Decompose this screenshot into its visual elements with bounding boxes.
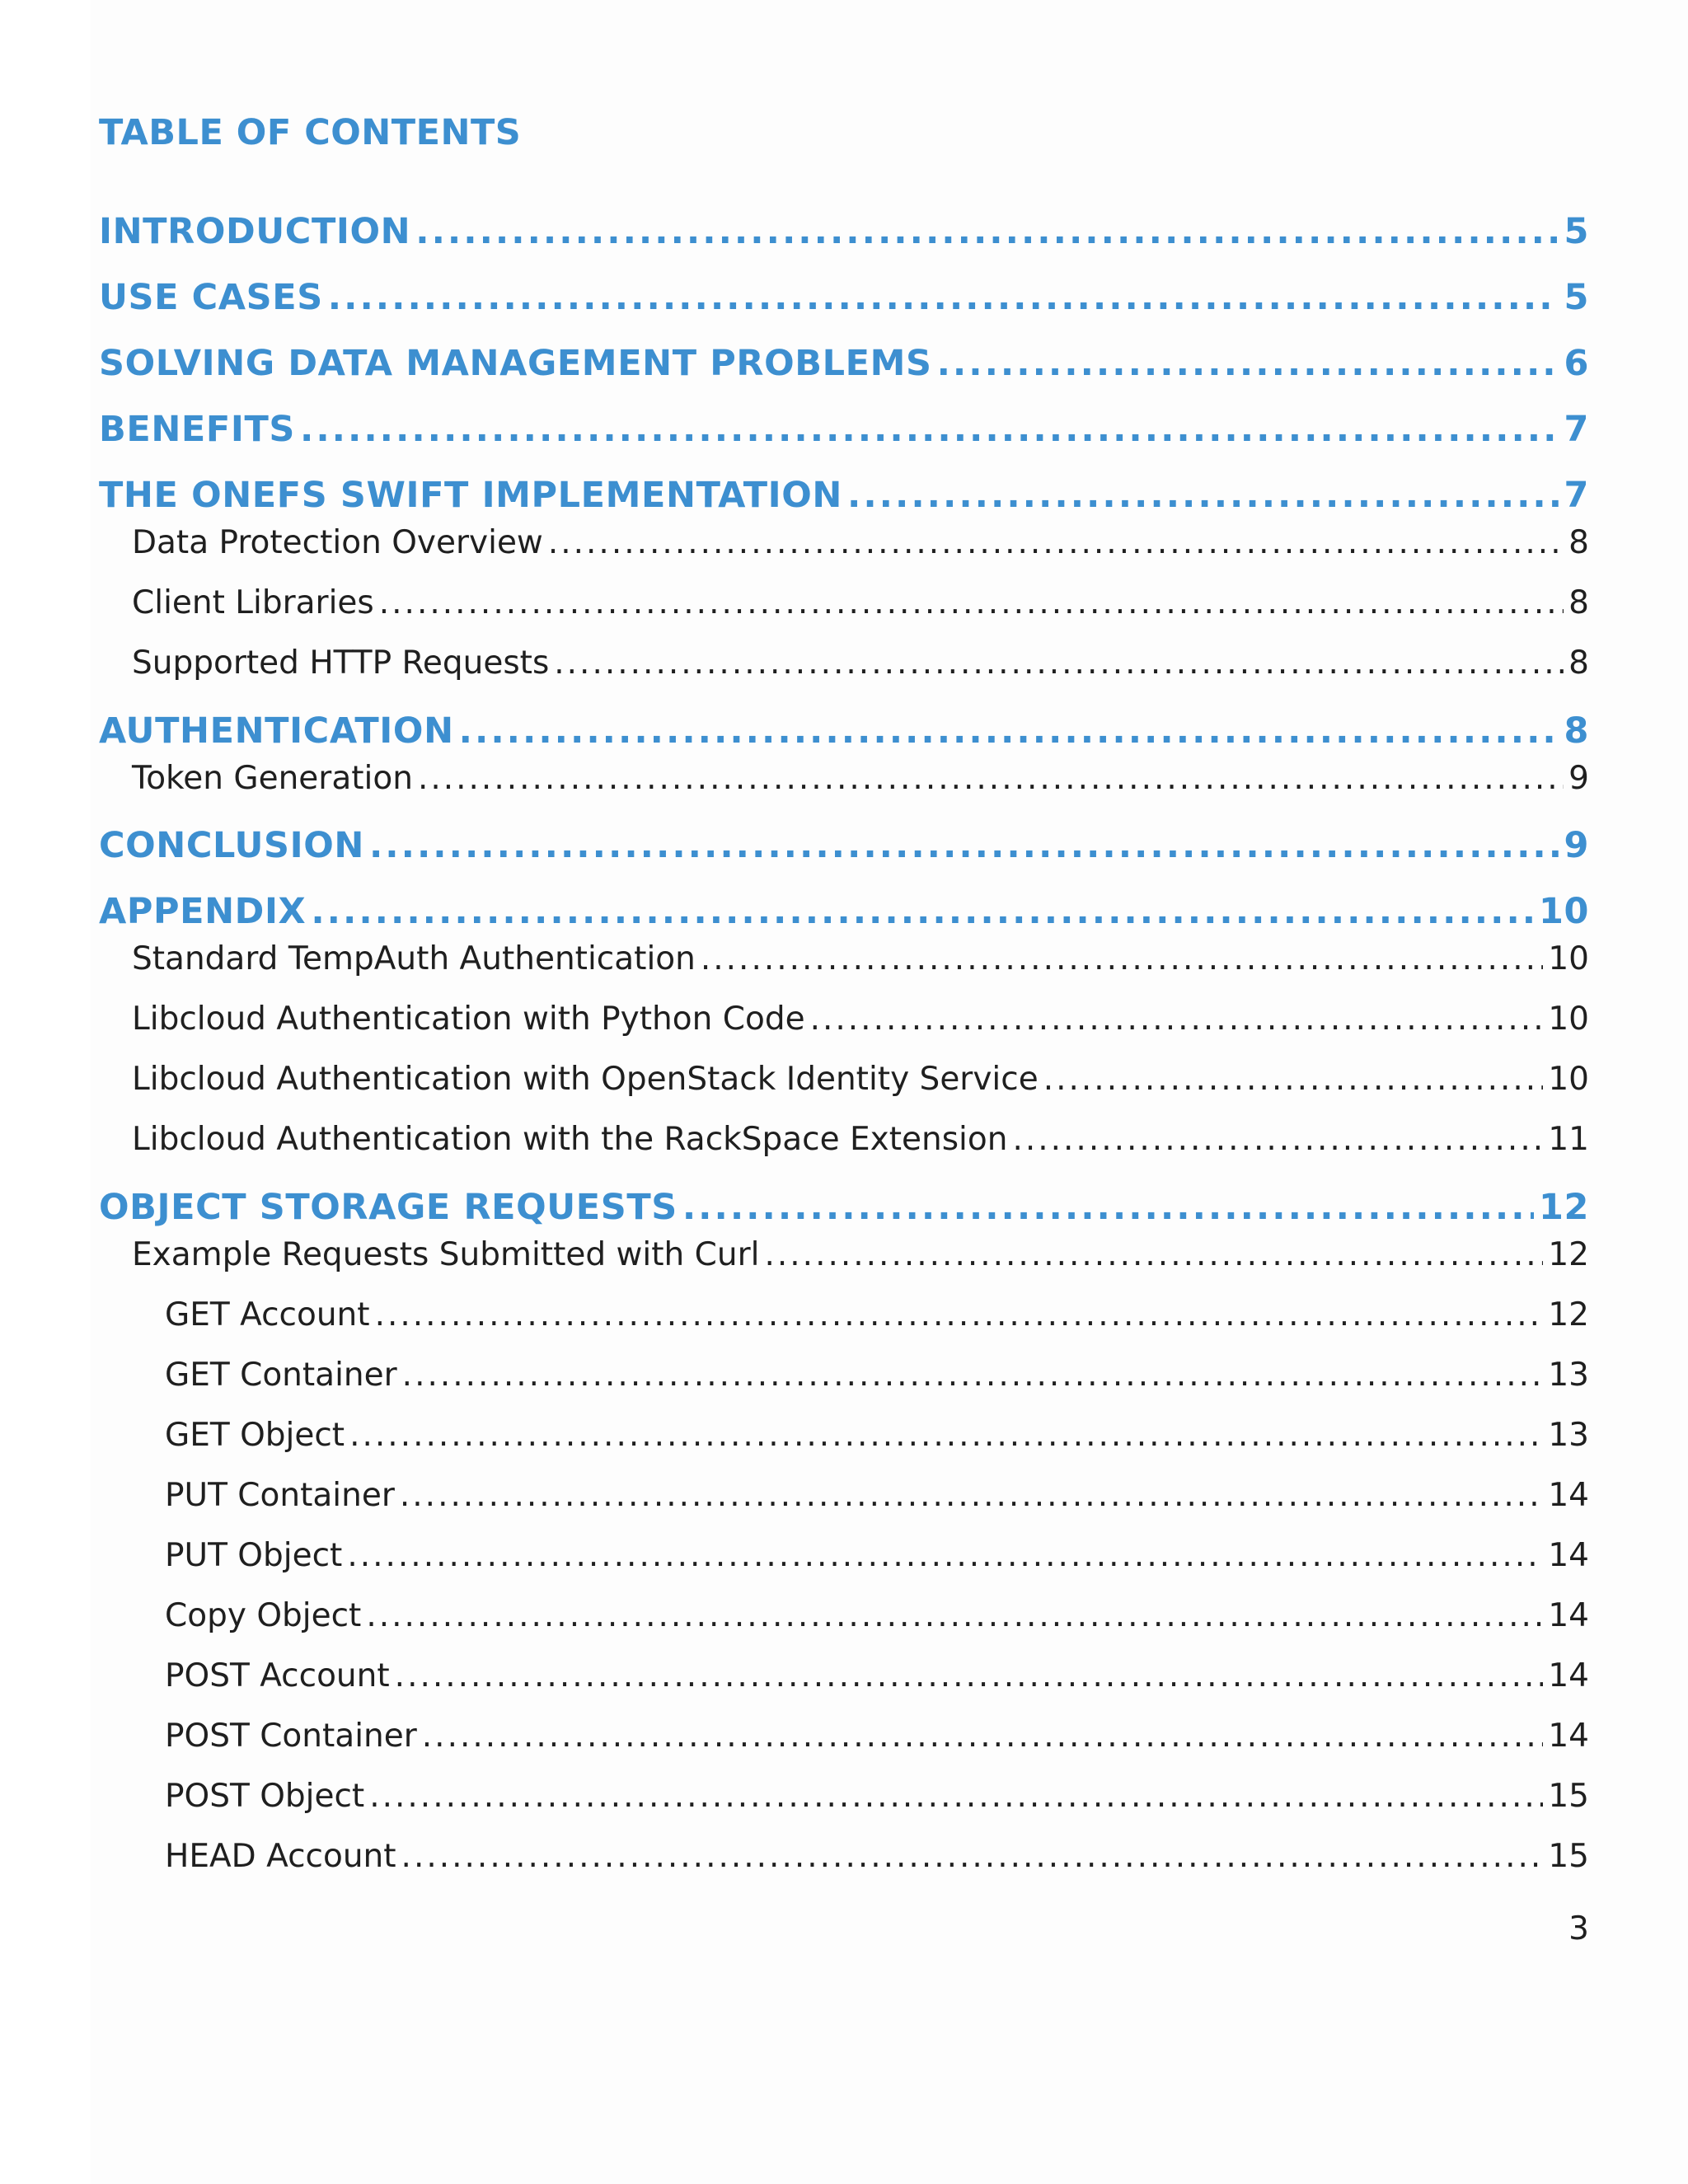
toc-dot-leader [1012,1121,1543,1158]
toc-entry-page: 7 [1564,475,1589,516]
toc-dot-leader [347,1537,1543,1574]
toc-dot-leader [701,940,1544,977]
toc-entry-get-account[interactable] [165,1296,1589,1333]
toc-entry-label: Libcloud Authentication with OpenStack Identity Service [132,1061,1039,1098]
toc-entry-page: 14 [1548,1537,1589,1574]
toc-dot-leader [402,1357,1544,1394]
toc-entry-label: POST Container [165,1718,417,1755]
toc-entry-label: GET Object [165,1417,345,1454]
toc-dot-leader [375,1296,1544,1333]
page-number: 3 [1568,1910,1589,1947]
toc-entry-label: APPENDIX [99,891,307,932]
toc-entry-label: Token Generation [132,760,413,797]
toc-entry-solving-data-management-problems[interactable] [99,343,1589,384]
toc-entry-authentication[interactable] [99,710,1589,752]
toc-entry-libcloud-auth-openstack-identity[interactable] [132,1061,1589,1098]
toc-dot-leader [682,1187,1534,1228]
toc-dot-leader [366,1597,1543,1634]
toc-entry-page: 11 [1548,1121,1589,1158]
toc-entry-page: 7 [1564,409,1589,450]
toc-entry-page: 15 [1548,1778,1589,1815]
toc-dot-leader [418,760,1564,797]
toc-entry-label: Example Requests Submitted with Curl [132,1236,760,1273]
toc-entry-label: USE CASES [99,277,323,318]
toc-dot-leader [847,475,1559,516]
toc-dot-leader [810,1001,1544,1038]
toc-dot-leader [415,211,1559,252]
toc-entry-page: 12 [1548,1296,1589,1333]
toc-dot-leader [548,524,1564,561]
toc-entry-post-account[interactable] [165,1657,1589,1694]
toc-entry-libcloud-auth-rackspace-extension[interactable] [132,1121,1589,1158]
toc-entry-copy-object[interactable] [165,1597,1589,1634]
toc-entry-page: 8 [1568,584,1589,621]
toc-entry-page: 8 [1564,710,1589,752]
toc-entry-label: Data Protection Overview [132,524,543,561]
toc-dot-leader [1043,1061,1544,1098]
toc-entry-label: Client Libraries [132,584,374,621]
toc-title: TABLE OF CONTENTS [99,112,522,153]
toc-entry-page: 10 [1538,891,1589,932]
toc-entry-head-account[interactable] [165,1838,1589,1875]
toc-entry-label: THE ONEFS SWIFT IMPLEMENTATION [99,475,842,516]
toc-dot-leader [369,1778,1543,1815]
toc-entry-page: 12 [1538,1187,1589,1228]
toc-dot-leader [328,277,1559,318]
toc-entry-page: 5 [1564,211,1589,252]
toc-entry-label: POST Object [165,1778,365,1815]
toc-entry-page: 9 [1568,760,1589,797]
toc-entry-appendix[interactable] [99,891,1589,932]
toc-entry-onefs-swift-implementation[interactable] [99,475,1589,516]
toc-dot-leader [937,343,1559,384]
toc-dot-leader [400,1477,1543,1514]
toc-entry-label: CONCLUSION [99,825,364,866]
toc-entry-page: 13 [1548,1357,1589,1394]
toc-entry-page: 6 [1564,343,1589,384]
toc-entry-label: AUTHENTICATION [99,710,454,752]
toc-entry-page: 14 [1548,1477,1589,1514]
toc-entry-get-object[interactable] [165,1417,1589,1454]
toc-entry-label: INTRODUCTION [99,211,411,252]
toc-entry-client-libraries[interactable] [132,584,1589,621]
toc-entry-label: Standard TempAuth Authentication [132,940,696,977]
toc-dot-leader [554,644,1564,682]
toc-dot-leader [369,825,1559,866]
toc-entry-page: 15 [1548,1838,1589,1875]
toc-entry-page: 10 [1548,1001,1589,1038]
page-margin-strip [0,0,91,2184]
toc-dot-leader [379,584,1564,621]
toc-entry-token-generation[interactable] [132,760,1589,797]
toc-entry-label: PUT Container [165,1477,395,1514]
toc-dot-leader [764,1236,1543,1273]
toc-entry-label: POST Account [165,1657,390,1694]
toc-dot-leader [311,891,1534,932]
toc-entry-libcloud-auth-python-code[interactable] [132,1001,1589,1038]
toc-dot-leader [459,710,1559,752]
toc-entry-page: 13 [1548,1417,1589,1454]
toc-dot-leader [300,409,1559,450]
toc-entry-post-object[interactable] [165,1778,1589,1815]
toc-entry-label: OBJECT STORAGE REQUESTS [99,1187,678,1228]
toc-entry-label: SOLVING DATA MANAGEMENT PROBLEMS [99,343,932,384]
toc-entry-put-container[interactable] [165,1477,1589,1514]
toc-entry-page: 10 [1548,1061,1589,1098]
toc-entry-use-cases[interactable] [99,277,1589,318]
toc-entry-page: 8 [1568,644,1589,682]
toc-entry-page: 14 [1548,1657,1589,1694]
toc-entry-label: Supported HTTP Requests [132,644,550,682]
toc-entry-post-container[interactable] [165,1718,1589,1755]
toc-entry-label: Libcloud Authentication with Python Code [132,1001,805,1038]
toc-entry-label: Libcloud Authentication with the RackSpace Extension [132,1121,1008,1158]
toc-entry-label: Copy Object [165,1597,362,1634]
toc-entry-label: GET Account [165,1296,370,1333]
toc-dot-leader [349,1417,1543,1454]
toc-entry-put-object[interactable] [165,1537,1589,1574]
toc-dot-leader [422,1718,1544,1755]
toc-entry-page: 9 [1564,825,1589,866]
toc-entry-label: BENEFITS [99,409,295,450]
toc-entry-example-requests-curl[interactable] [132,1236,1589,1273]
toc-dot-leader [401,1838,1544,1875]
toc-entry-get-container[interactable] [165,1357,1589,1394]
toc-entry-page: 12 [1548,1236,1589,1273]
toc-entry-standard-tempauth-authentication[interactable] [132,940,1589,977]
toc-entry-label: GET Container [165,1357,397,1394]
toc-entry-conclusion[interactable] [99,825,1589,866]
toc-entry-label: PUT Object [165,1537,343,1574]
toc-entry-page: 5 [1564,277,1589,318]
toc-entry-page: 14 [1548,1718,1589,1755]
toc-entry-benefits[interactable] [99,409,1589,450]
toc-entry-label: HEAD Account [165,1838,396,1875]
toc-entry-page: 10 [1548,940,1589,977]
toc-entry-page: 8 [1568,524,1589,561]
toc-entry-supported-http-requests[interactable] [132,644,1589,682]
toc-entry-page: 14 [1548,1597,1589,1634]
toc-entry-data-protection-overview[interactable] [132,524,1589,561]
toc-entry-introduction[interactable] [99,211,1589,252]
toc-dot-leader [395,1657,1544,1694]
toc-entry-object-storage-requests[interactable] [99,1187,1589,1228]
